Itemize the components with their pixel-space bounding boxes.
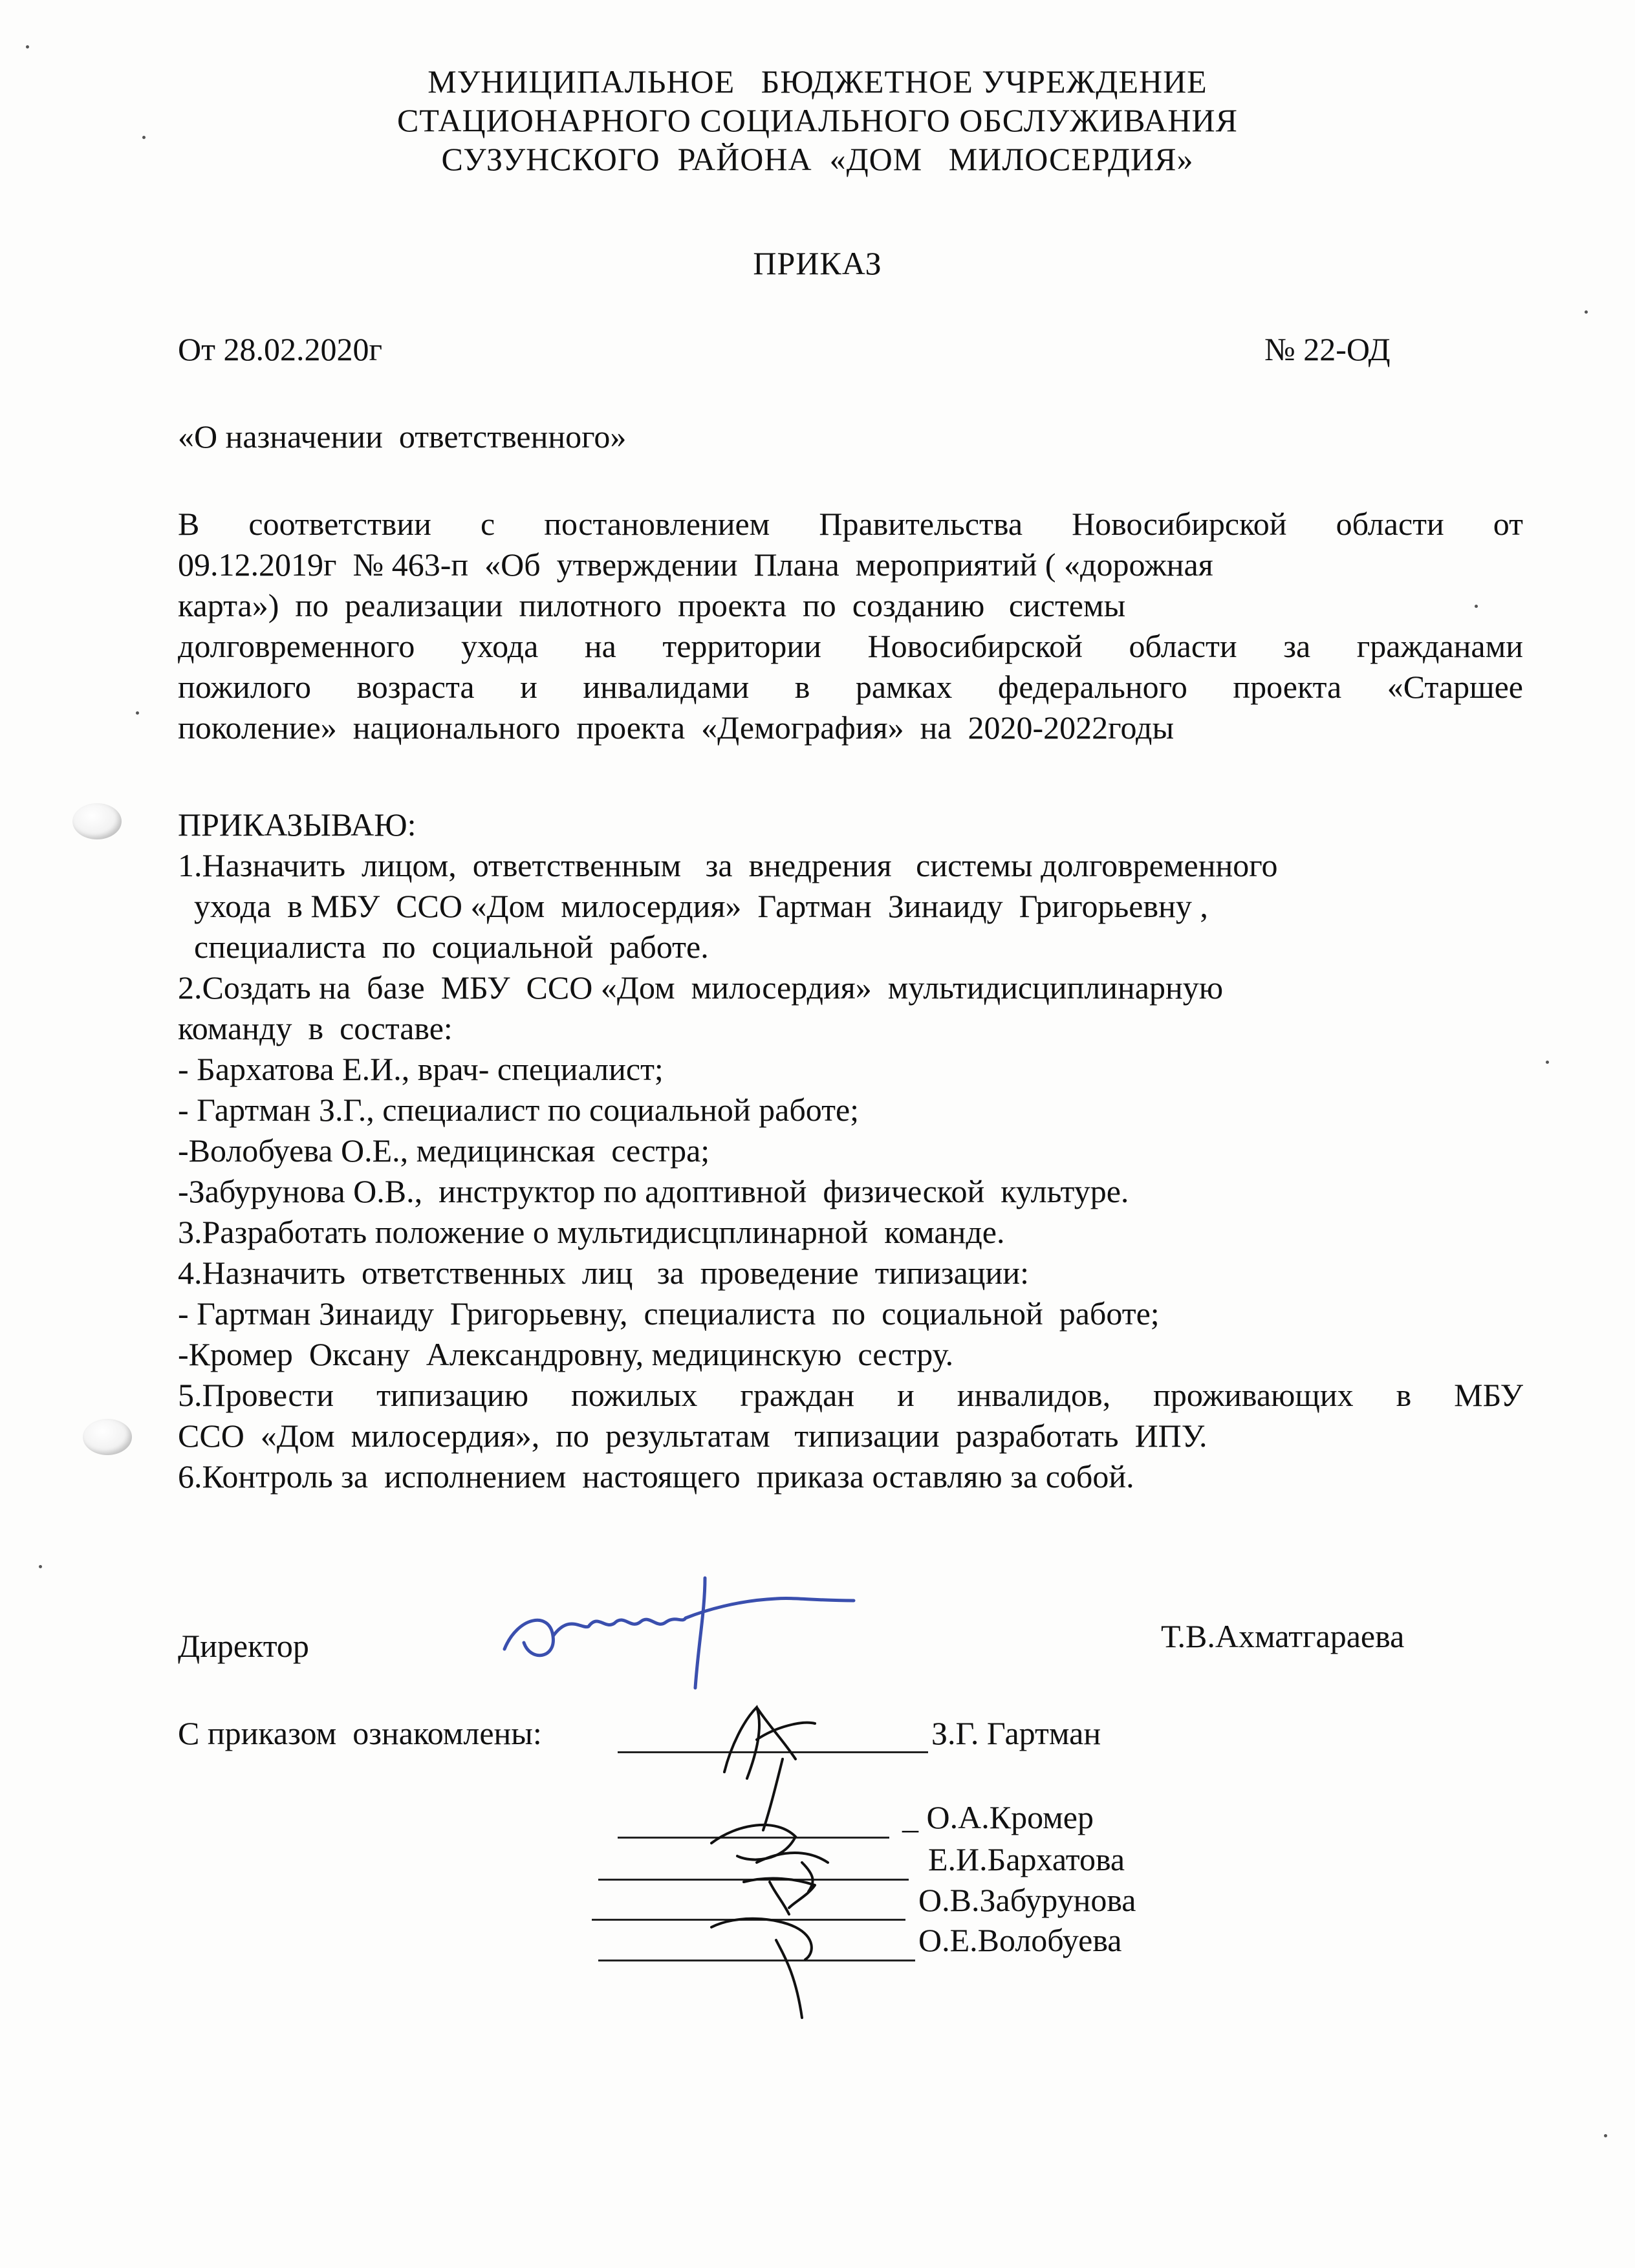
director-name: Т.В.Ахматгараева xyxy=(1161,1618,1405,1654)
acquainted-name: О.В.Забурунова xyxy=(918,1882,1136,1918)
order-item-line: 5.Провести типизацию пожилых граждан и инвалидов, проживающих в МБУ xyxy=(178,1377,1523,1413)
order-item-line: - Гартман З.Г., специалист по социальной работе; xyxy=(178,1092,860,1128)
order-item-line: -Забурунова О.В., инструктор по адоптивной физической культуре. xyxy=(178,1173,1129,1209)
preamble-line: долговременного ухода на территории Новосибирской области за гражданами xyxy=(178,628,1523,664)
order-item-line: 3.Разработать положение о мультидисцплинарной команде. xyxy=(178,1214,1005,1250)
order-number: № 22-ОД xyxy=(1264,331,1391,367)
order-item-line: -Кромер Оксану Александровну, медицинскую сестру. xyxy=(178,1336,954,1372)
preamble-line: 09.12.2019г № 463-п «Об утверждении Плана мероприятий ( «дорожная xyxy=(178,546,1213,583)
acquainted-label: С приказом ознакомлены: xyxy=(178,1715,542,1751)
staff-signatures xyxy=(686,1669,957,2031)
header-line-2: СТАЦИОНАРНОГО СОЦИАЛЬНОГО ОБСЛУЖИВАНИЯ xyxy=(397,102,1238,138)
header-line-1: МУНИЦИПАЛЬНОЕ БЮДЖЕТНОЕ УЧРЕЖДЕНИЕ xyxy=(428,63,1207,100)
order-item-line: ССО «Дом милосердия», по результатам типизации разработать ИПУ. xyxy=(178,1418,1207,1454)
preamble-line: пожилого возраста и инвалидами в рамках федерального проекта «Старшее xyxy=(178,669,1523,705)
order-item-line: 2.Создать на базе МБУ ССО «Дом милосердия» мультидисциплинарную xyxy=(178,969,1224,1006)
preamble-line: В соответствии с постановлением Правительства Новосибирской области от xyxy=(178,506,1523,542)
order-item-line: 6.Контроль за исполнением настоящего приказа оставляю за собой. xyxy=(178,1458,1134,1495)
document-title: ПРИКАЗ xyxy=(753,245,882,281)
preamble-line: поколение» национального проекта «Демография» на 2020-2022годы xyxy=(178,709,1175,746)
acquainted-name: Е.И.Бархатова xyxy=(928,1841,1125,1877)
order-item-line: - Бархатова Е.И., врач- специалист; xyxy=(178,1051,664,1087)
acquainted-name: _ О.А.Кромер xyxy=(902,1799,1094,1835)
acquainted-name: О.Е.Волобуева xyxy=(918,1922,1122,1958)
order-item-line: ухода в МБУ ССО «Дом милосердия» Гартман Зинаиду Григорьевну , xyxy=(178,888,1208,924)
order-item-line: 4.Назначить ответственных лиц за проведение типизации: xyxy=(178,1255,1029,1291)
scan-speck xyxy=(1546,1061,1549,1064)
order-subject: «О назначении ответственного» xyxy=(178,418,627,455)
acquainted-name: З.Г. Гартман xyxy=(931,1715,1101,1751)
order-heading: ПРИКАЗЫВАЮ: xyxy=(178,806,417,843)
order-item-line: -Волобуева О.Е., медицинская сестра; xyxy=(178,1132,710,1169)
director-position: Директор xyxy=(178,1628,309,1664)
scan-speck xyxy=(1585,310,1588,314)
order-item-line: - Гартман Зинаиду Григорьевну, специалиста по социальной работе; xyxy=(178,1295,1160,1332)
punch-hole-bottom xyxy=(83,1419,132,1455)
scan-speck xyxy=(39,1565,42,1568)
order-date: От 28.02.2020г xyxy=(178,331,382,367)
punch-hole-top xyxy=(72,803,122,839)
order-item-line: специалиста по социальной работе. xyxy=(178,929,709,965)
preamble-line: карта») по реализации пилотного проекта по созданию системы xyxy=(178,587,1126,623)
scan-speck xyxy=(136,711,139,715)
scan-speck xyxy=(26,45,29,49)
order-item-line: команду в составе: xyxy=(178,1010,453,1046)
scan-speck xyxy=(1475,605,1478,608)
header-line-3: СУЗУНСКОГО РАЙОНА «ДОМ МИЛОСЕРДИЯ» xyxy=(441,141,1194,177)
institution-header xyxy=(0,62,1635,178)
scan-speck xyxy=(1604,2134,1607,2137)
order-item-line: 1.Назначить лицом, ответственным за внедрения системы долговременного xyxy=(178,847,1278,883)
